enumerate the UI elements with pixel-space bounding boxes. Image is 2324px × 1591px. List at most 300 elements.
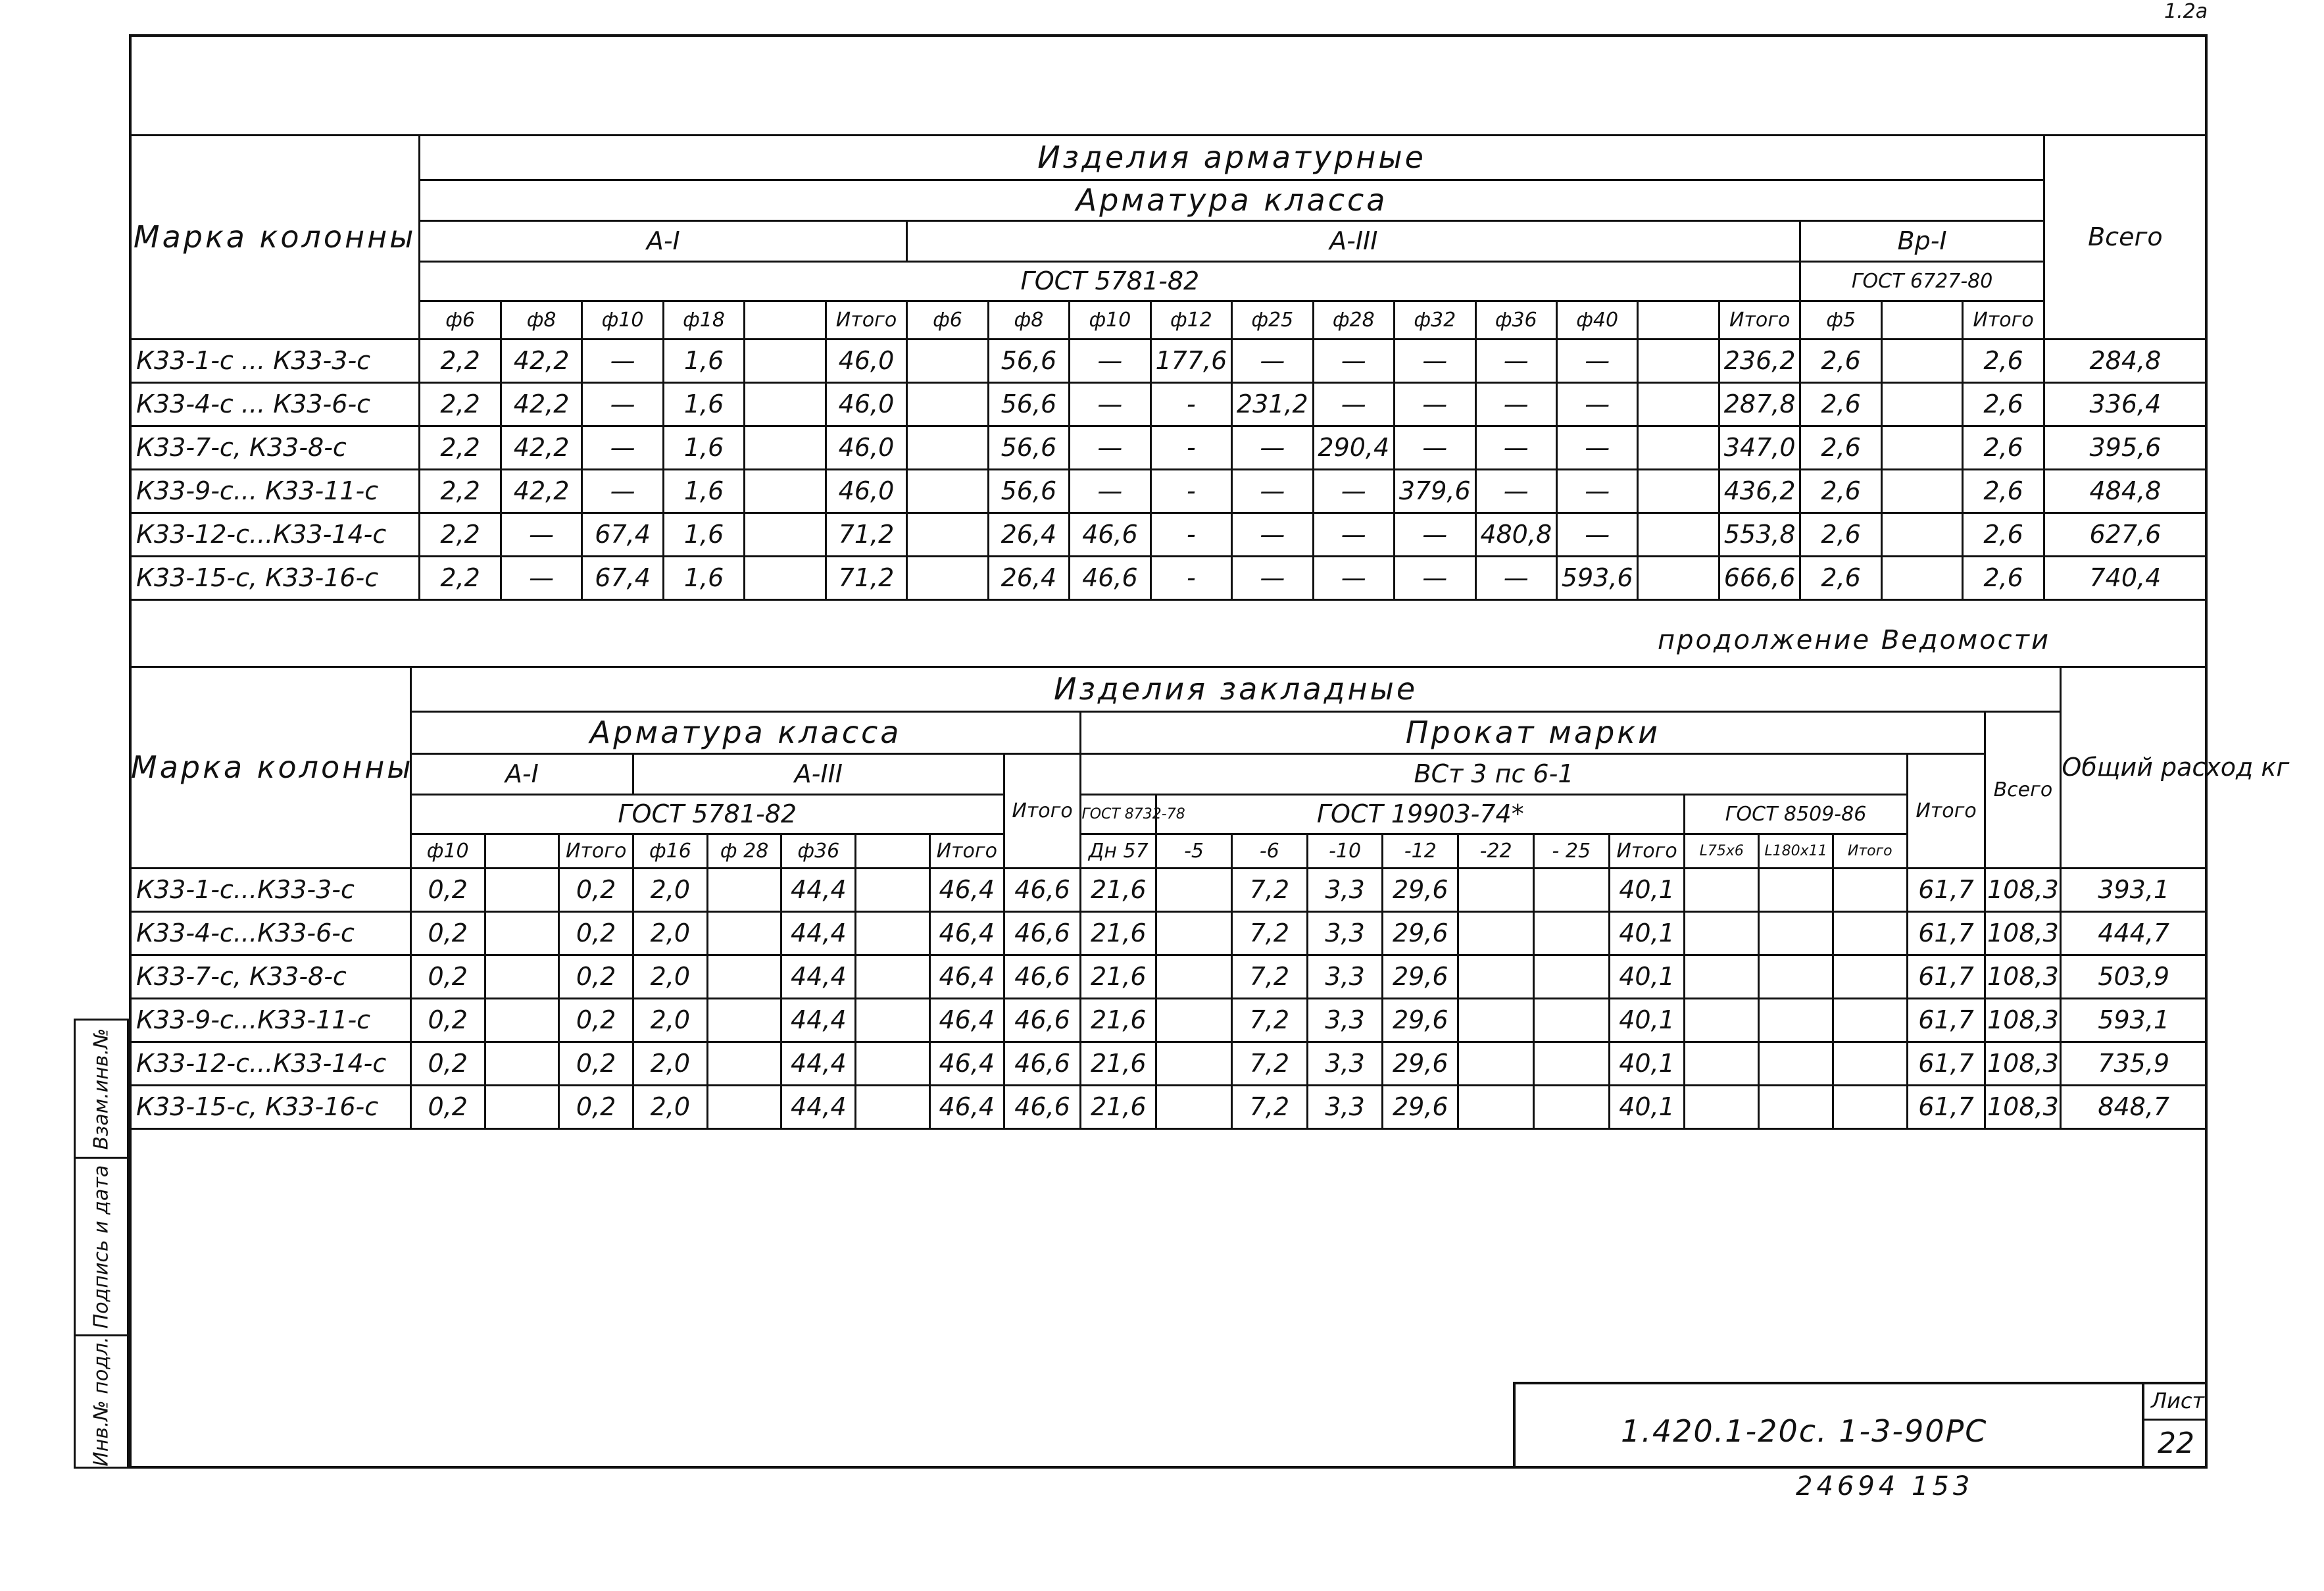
table-cell: 71,2 [826, 513, 906, 557]
table-cell: 2,2 [420, 513, 501, 557]
table-cell [1638, 383, 1719, 426]
table-cell: 347,0 [1719, 426, 1800, 470]
side-cell-orig [76, 1336, 127, 1467]
table-cell [1533, 999, 1609, 1042]
table-cell: 2,2 [420, 426, 501, 470]
column-mark: К33-1-с ... К33-3-с [130, 340, 420, 383]
table-cell: 46,6 [1070, 513, 1150, 557]
table-cell: 2,6 [1963, 340, 2044, 383]
table-cell [907, 340, 988, 383]
table-cell: 29,6 [1383, 999, 1458, 1042]
table-cell: — [1556, 383, 1637, 426]
table-cell [1533, 955, 1609, 999]
table-cell [1533, 1086, 1609, 1129]
table-cell: 1,6 [663, 426, 744, 470]
table-cell: 108,3 [1985, 1086, 2061, 1129]
table-cell: 0,2 [559, 1042, 633, 1086]
table-cell [1458, 1086, 1534, 1129]
table-cell: 29,6 [1383, 955, 1458, 999]
table-cell: 1,6 [663, 557, 744, 600]
class-a1-header: А-I [410, 754, 633, 795]
table-cell: 2,2 [420, 470, 501, 513]
table-cell [1881, 340, 1962, 383]
itogo2-header: Итого [1907, 754, 1985, 869]
row-total: 393,1 [2061, 869, 2207, 912]
table-cell [1638, 557, 1719, 600]
column-mark: К33-7-с, К33-8-с [130, 426, 420, 470]
table-cell [1833, 912, 1907, 955]
gost-8732-header: ГОСТ 8732-78 [1081, 795, 1156, 834]
table-cell: 46,4 [929, 869, 1004, 912]
table-cell: 290,4 [1313, 426, 1394, 470]
table-cell [707, 955, 781, 999]
table-cell: — [1475, 383, 1556, 426]
table-cell [745, 513, 826, 557]
table-cell: — [1395, 513, 1475, 557]
column-mark: К33-9-с... К33-11-с [130, 470, 420, 513]
table-row [130, 513, 2207, 557]
column-mark: К33-4-с ... К33-6-с [130, 383, 420, 426]
table-cell: 0,2 [410, 912, 485, 955]
table-cell: — [1475, 426, 1556, 470]
table-cell: 2,6 [1800, 426, 1881, 470]
table-cell [745, 340, 826, 383]
table-cell: 1,6 [663, 513, 744, 557]
table-cell: 46,0 [826, 340, 906, 383]
column-mark: К33-7-с, К33-8-с [130, 955, 411, 999]
table-row [130, 1042, 2207, 1086]
total-header: Всего [2044, 136, 2206, 340]
table-cell: 3,3 [1307, 955, 1383, 999]
table-cell [1458, 912, 1534, 955]
table-cell: - [1150, 513, 1231, 557]
table-cell: 46,0 [826, 383, 906, 426]
table-cell [907, 470, 988, 513]
table-row [130, 834, 2207, 869]
table-cell: 46,4 [929, 955, 1004, 999]
table-row [130, 221, 2207, 262]
table-cell: 2,6 [1800, 383, 1881, 426]
table-cell: 0,2 [559, 912, 633, 955]
diameter-header: Итого [1719, 301, 1800, 340]
table-row [130, 999, 2207, 1042]
profile-header: -22 [1458, 834, 1534, 869]
table-row [130, 912, 2207, 955]
table-cell: 7,2 [1231, 1042, 1307, 1086]
table-cell [1881, 426, 1962, 470]
table-cell: 21,6 [1081, 999, 1156, 1042]
table-cell: 2,0 [633, 999, 708, 1042]
column-mark: К33-12-с...К33-14-с [130, 1042, 411, 1086]
table-cell [1685, 1086, 1759, 1129]
table-cell: 0,2 [559, 869, 633, 912]
diameter-header: ф8 [988, 301, 1069, 340]
table-cell [1156, 912, 1232, 955]
table-cell: 56,6 [988, 426, 1069, 470]
table-cell: — [1556, 513, 1637, 557]
table-cell: 231,2 [1232, 383, 1313, 426]
table-cell [1458, 999, 1534, 1042]
table-cell: — [1232, 426, 1313, 470]
diameter-header: ф32 [1395, 301, 1475, 340]
sheet-number: 22 [2158, 1427, 2194, 1460]
table-cell: — [1232, 513, 1313, 557]
diameter-header [1881, 301, 1962, 340]
table-cell: 40,1 [1609, 912, 1685, 955]
profile-header: -10 [1307, 834, 1383, 869]
table-cell: — [1232, 470, 1313, 513]
table-cell: 42,2 [501, 383, 581, 426]
prokat-header: Прокат марки [1081, 712, 1985, 754]
table-cell: 46,6 [1004, 999, 1081, 1042]
diameter-header: ф28 [1313, 301, 1394, 340]
side-approval-strip [74, 1019, 129, 1469]
table-cell [1638, 340, 1719, 383]
table-cell: - [1150, 426, 1231, 470]
diameter-header: ф10 [1070, 301, 1150, 340]
diameter-header: ф25 [1232, 301, 1313, 340]
table-cell [1759, 1086, 1833, 1129]
table-cell: 71,2 [826, 557, 906, 600]
diameter-header: ф5 [1800, 301, 1881, 340]
table-cell: 67,4 [582, 557, 663, 600]
table-cell: 61,7 [1907, 955, 1985, 999]
table-cell [707, 999, 781, 1042]
diameter-header: ф10 [410, 834, 485, 869]
profile-header: -5 [1156, 834, 1232, 869]
table-cell: 44,4 [781, 1086, 856, 1129]
table-cell [1881, 557, 1962, 600]
table-cell: 44,4 [781, 999, 856, 1042]
table-cell: 0,2 [559, 955, 633, 999]
table-cell [1685, 1042, 1759, 1086]
table-cell [1156, 999, 1232, 1042]
table-cell: 0,2 [410, 955, 485, 999]
table-cell: 0,2 [410, 999, 485, 1042]
table-row [130, 470, 2207, 513]
table-cell: 2,6 [1963, 426, 2044, 470]
table-cell: 0,2 [410, 1086, 485, 1129]
column-mark: К33-4-с...К33-6-с [130, 912, 411, 955]
table-cell [856, 955, 930, 999]
table-title: Изделия закладные [410, 667, 2061, 712]
table-cell: 21,6 [1081, 1042, 1156, 1086]
title-block [1513, 1382, 2208, 1469]
table-cell: — [1395, 383, 1475, 426]
row-total: 735,9 [2061, 1042, 2207, 1086]
table-cell: 0,2 [410, 869, 485, 912]
diameter-header [745, 301, 826, 340]
table-cell: 29,6 [1383, 869, 1458, 912]
angle-header: L75х6 [1685, 834, 1759, 869]
table-cell [1759, 955, 1833, 999]
table-cell: 29,6 [1383, 912, 1458, 955]
table-cell: — [1070, 470, 1150, 513]
table-cell [1685, 912, 1759, 955]
table-cell: — [1313, 557, 1394, 600]
table-cell: 593,6 [1556, 557, 1637, 600]
side-inv-replace: Взам.инв.№ [89, 1028, 113, 1149]
diameter-header: Итого [826, 301, 906, 340]
table-cell: — [582, 383, 663, 426]
row-total: 503,9 [2061, 955, 2207, 999]
diameter-header: Итого [559, 834, 633, 869]
table-row [130, 426, 2207, 470]
table-cell: — [1070, 340, 1150, 383]
table-cell: - [1150, 557, 1231, 600]
gost-main-header: ГОСТ 5781-82 [420, 262, 1800, 301]
diameter-header: ф12 [1150, 301, 1231, 340]
table-cell: 287,8 [1719, 383, 1800, 426]
table-cell: — [1313, 383, 1394, 426]
embedded-parts-table [129, 666, 2290, 1130]
table-cell: — [1313, 340, 1394, 383]
profile-header: -12 [1383, 834, 1458, 869]
document-code: 1.420.1-20с. 1-3-90РС [1621, 1413, 1988, 1449]
table-cell [1833, 869, 1907, 912]
table-cell: 3,3 [1307, 1086, 1383, 1129]
table-cell: 44,4 [781, 912, 856, 955]
gost-vr-header: ГОСТ 6727-80 [1800, 262, 2044, 301]
angle-header: L180х11 [1759, 834, 1833, 869]
table-cell: 1,6 [663, 340, 744, 383]
profile-header: -6 [1231, 834, 1307, 869]
table-cell [1881, 513, 1962, 557]
column-mark-header: Марка колонны [130, 667, 411, 869]
table-cell: 21,6 [1081, 955, 1156, 999]
table-row [130, 754, 2207, 795]
row-total: 284,8 [2044, 340, 2206, 383]
table-cell: 480,8 [1475, 513, 1556, 557]
table-cell [1533, 1042, 1609, 1086]
table-cell [907, 513, 988, 557]
profile-header: - 25 [1533, 834, 1609, 869]
column-mark-header: Марка колонны [130, 136, 420, 340]
archive-number: 24694 153 [1796, 1471, 1974, 1502]
table-cell: 44,4 [781, 869, 856, 912]
side-inv-orig: Инв.№ подл. [89, 1336, 113, 1467]
column-mark: К33-12-с...К33-14-с [130, 513, 420, 557]
table-cell [907, 557, 988, 600]
class-vr1-header: Вр-I [1800, 221, 2044, 262]
table-cell: — [1556, 426, 1637, 470]
table-cell: 0,2 [559, 1086, 633, 1129]
table-cell: — [582, 340, 663, 383]
table-cell [1833, 999, 1907, 1042]
table-cell: 0,2 [410, 1042, 485, 1086]
table-cell: 2,6 [1800, 513, 1881, 557]
table-cell: 42,2 [501, 470, 581, 513]
table-cell: 46,6 [1004, 869, 1081, 912]
angle-header: Итого [1833, 834, 1907, 869]
table-cell [1685, 869, 1759, 912]
table-cell: — [1070, 383, 1150, 426]
diameter-header: ф6 [420, 301, 501, 340]
table-row [130, 301, 2207, 340]
side-cell-sign [76, 1159, 127, 1336]
itogo-header: Итого [1004, 754, 1081, 869]
table-cell [707, 1086, 781, 1129]
table-cell: 61,7 [1907, 999, 1985, 1042]
table-cell [1881, 470, 1962, 513]
table-cell: 56,6 [988, 383, 1069, 426]
class-a3-header: А-III [633, 754, 1004, 795]
diameter-header: ф16 [633, 834, 708, 869]
table-row [130, 340, 2207, 383]
table-cell: 7,2 [1231, 999, 1307, 1042]
title-block-code-cell [1513, 1382, 2142, 1469]
table-cell: — [582, 426, 663, 470]
table-cell [1156, 1086, 1232, 1129]
sheet-label: Лист [2151, 1388, 2205, 1413]
table-cell: — [1313, 513, 1394, 557]
table-cell: 46,6 [1004, 912, 1081, 955]
table-cell: 56,6 [988, 340, 1069, 383]
table-cell: 46,4 [929, 999, 1004, 1042]
table-cell [1759, 869, 1833, 912]
table-cell: — [1556, 470, 1637, 513]
table-cell: 46,4 [929, 1042, 1004, 1086]
table-cell [485, 912, 559, 955]
table-cell: 2,0 [633, 1086, 708, 1129]
table-cell: 40,1 [1609, 999, 1685, 1042]
table-cell [1156, 1042, 1232, 1086]
table-cell: 44,4 [781, 955, 856, 999]
table-row [130, 383, 2207, 426]
diameter-header: ф40 [1556, 301, 1637, 340]
table-cell: 40,1 [1609, 955, 1685, 999]
table-cell [1458, 955, 1534, 999]
table-cell [1156, 955, 1232, 999]
table-cell [1833, 1086, 1907, 1129]
table-row [130, 557, 2207, 600]
diameter-header: ф36 [781, 834, 856, 869]
table-cell: 29,6 [1383, 1086, 1458, 1129]
table-cell [485, 955, 559, 999]
class-a3-header: А-III [907, 221, 1800, 262]
row-total: 336,4 [2044, 383, 2206, 426]
table-cell: 2,6 [1963, 470, 2044, 513]
table-cell: 2,6 [1800, 470, 1881, 513]
table-cell [707, 912, 781, 955]
table-cell: 3,3 [1307, 912, 1383, 955]
table-cell [1881, 383, 1962, 426]
table-row [130, 180, 2207, 221]
table-cell [907, 426, 988, 470]
table-cell: 3,3 [1307, 1042, 1383, 1086]
table-cell: 61,7 [1907, 912, 1985, 955]
table-row [130, 262, 2207, 301]
diameter-header: Итого [1963, 301, 2044, 340]
table-cell [1833, 955, 1907, 999]
column-mark: К33-15-с, К33-16-с [130, 557, 420, 600]
table-cell: 2,2 [420, 383, 501, 426]
table-cell: 3,3 [1307, 999, 1383, 1042]
table-cell: — [1556, 340, 1637, 383]
table-cell [856, 912, 930, 955]
diameter-header [1638, 301, 1719, 340]
table-cell: - [1150, 383, 1231, 426]
corner-mark: 1.2a [2164, 0, 2208, 23]
row-total: 740,4 [2044, 557, 2206, 600]
table-cell [856, 1086, 930, 1129]
table-cell: 46,6 [1004, 1086, 1081, 1129]
table-cell: 553,8 [1719, 513, 1800, 557]
table-cell [1533, 912, 1609, 955]
table-cell: 46,0 [826, 426, 906, 470]
table-cell: 236,2 [1719, 340, 1800, 383]
table-cell: — [501, 513, 581, 557]
table-cell: — [501, 557, 581, 600]
table-cell [1638, 470, 1719, 513]
diameter-header [856, 834, 930, 869]
table-cell [1156, 869, 1232, 912]
steel-header: ВСт 3 пс 6-1 [1081, 754, 1907, 795]
continuation-caption: продолжение Ведомости [1658, 625, 2050, 655]
table-cell: — [1395, 557, 1475, 600]
table-cell: 108,3 [1985, 869, 2061, 912]
table-cell: 26,4 [988, 557, 1069, 600]
vsego-header: Всего [1985, 712, 2061, 869]
table-cell: — [1313, 470, 1394, 513]
table-cell: — [1232, 557, 1313, 600]
table-row [130, 712, 2207, 754]
table-cell [1833, 1042, 1907, 1086]
table-cell: 7,2 [1231, 912, 1307, 955]
table-cell [1759, 999, 1833, 1042]
table-cell: 67,4 [582, 513, 663, 557]
table-cell [707, 869, 781, 912]
table-cell: 42,2 [501, 426, 581, 470]
table-cell: 21,6 [1081, 912, 1156, 955]
table-cell [707, 1042, 781, 1086]
table-cell: 26,4 [988, 513, 1069, 557]
table-cell [745, 426, 826, 470]
diameter-header: ф 28 [707, 834, 781, 869]
table-cell: 61,7 [1907, 1086, 1985, 1129]
table-row [130, 955, 2207, 999]
table-cell: — [1475, 340, 1556, 383]
total-consumption-header: Общий расход кг [2061, 667, 2207, 869]
table-cell: 2,0 [633, 1042, 708, 1086]
table-cell: 2,0 [633, 869, 708, 912]
table-cell: 379,6 [1395, 470, 1475, 513]
table-cell: 21,6 [1081, 869, 1156, 912]
diameter-header: ф18 [663, 301, 744, 340]
table-cell [907, 383, 988, 426]
row-total: 593,1 [2061, 999, 2207, 1042]
table-cell [745, 383, 826, 426]
table-cell: 46,6 [1070, 557, 1150, 600]
gost-8509-header: ГОСТ 8509-86 [1685, 795, 1907, 834]
table-cell [856, 999, 930, 1042]
table-row [130, 869, 2207, 912]
table-cell: 2,6 [1963, 513, 2044, 557]
table-cell: 0,2 [559, 999, 633, 1042]
table-cell: 108,3 [1985, 912, 2061, 955]
table-cell: 108,3 [1985, 1042, 2061, 1086]
table-cell: — [1070, 426, 1150, 470]
table-cell: 2,6 [1800, 557, 1881, 600]
diameter-header: ф6 [907, 301, 988, 340]
table-row [130, 667, 2207, 712]
table-cell [485, 1086, 559, 1129]
gost-19903-header: ГОСТ 19903-74* [1156, 795, 1685, 834]
table-cell: 2,0 [633, 912, 708, 955]
table-cell: - [1150, 470, 1231, 513]
table-cell [1685, 999, 1759, 1042]
diameter-header [485, 834, 559, 869]
